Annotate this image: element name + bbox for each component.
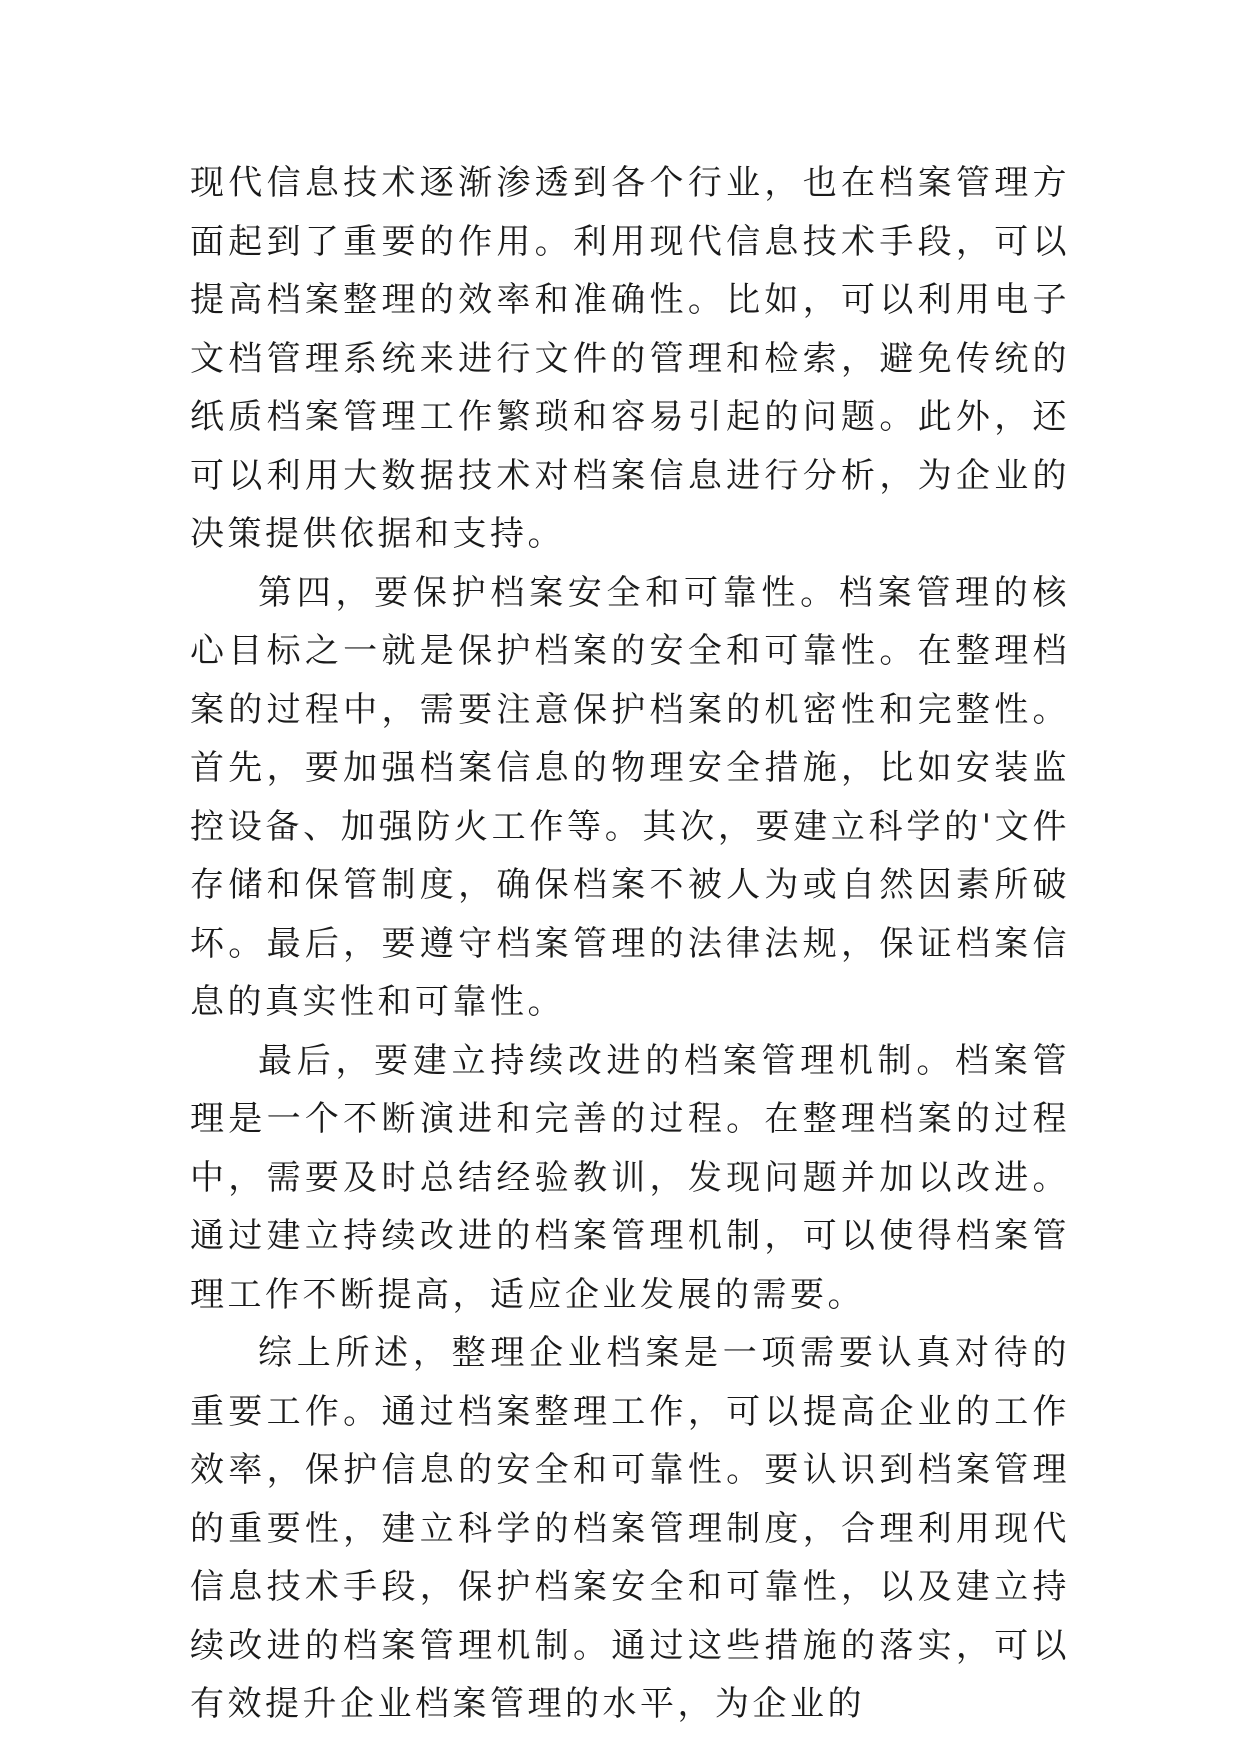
document-body [190, 154, 1070, 1734]
paragraph-conclusion: 综上所述，整理企业档案是一项需要认真对待的重要工作。通过档案整理工作，可以提高企业的工作效率，保护信息的安全和可靠性。要认识到档案管理的重要性，建立科学的档案管理制度，合理利用现代信息技术手段，保护档案安全和可靠性，以及建立持续改进的档案管理机制。通过这些措施的落实，可以有效提升企业档案管理的水平，为企业的 [190, 1333, 1070, 1724]
paragraph-continuation: 现代信息技术逐渐渗透到各个行业，也在档案管理方面起到了重要的作用。利用现代信息技术手段，可以提高档案整理的效率和准确性。比如，可以利用电子文档管理系统来进行文件的管理和检索，避免传统的纸质档案管理工作繁琐和容易引起的问题。此外，还可以利用大数据技术对档案信息进行分析，为企业的决策提供依据和支持。 [190, 163, 1070, 554]
paragraph-fourth-point: 第四，要保护档案安全和可靠性。档案管理的核心目标之一就是保护档案的安全和可靠性。在整理档案的过程中，需要注意保护档案的机密性和完整性。首先，要加强档案信息的物理安全措施，比如安装监控设备、加强防火工作等。其次，要建立科学的'文件存储和保管制度，确保档案不被人为或自然因素所破坏。最后，要遵守档案管理的法律法规，保证档案信息的真实性和可靠性。 [190, 572, 1070, 1022]
paragraph-final-point: 最后，要建立持续改进的档案管理机制。档案管理是一个不断演进和完善的过程。在整理档案的过程中，需要及时总结经验教训，发现问题并加以改进。通过建立持续改进的档案管理机制，可以使得档案管理工作不断提高，适应企业发展的需要。 [190, 1040, 1070, 1315]
